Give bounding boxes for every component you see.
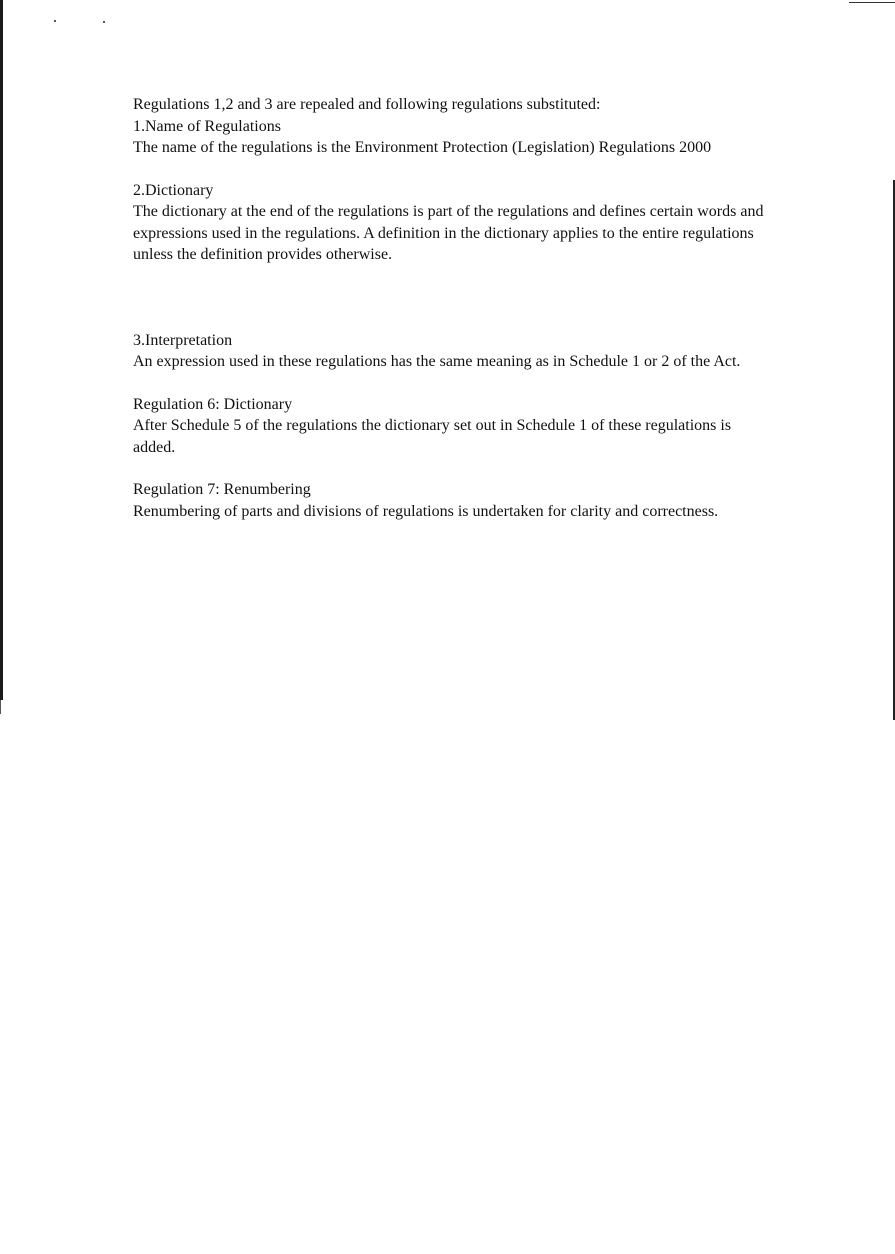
section-body: The name of the regulations is the Environment Protection (Legislation) Regulations 2000: [133, 139, 712, 156]
section-body: An expression used in these regulations has the same meaning as in Schedule 1 or 2 of the Act.: [133, 353, 741, 370]
section-title: 3.Interpretation: [133, 331, 233, 349]
scan-edge-left-stub: [0, 700, 1, 714]
section-interpretation: [133, 330, 773, 373]
section-body: Renumbering of parts and divisions of regulations is undertaken for clarity and correctness.: [133, 502, 719, 520]
scan-top-rule: [849, 2, 895, 3]
section-body: The dictionary at the end of the regulations is part of the regulations and defines certain words and expressions used in the regulations. A definition in the dictionary applies to the entire regulations unless the definition provides otherwise.: [133, 203, 764, 263]
section-title: 1.Name of Regulations: [133, 117, 281, 135]
section-title: Regulation 7: Renumbering: [133, 481, 311, 498]
section-regulation-7: [133, 479, 773, 522]
section-name-of-regulations: [133, 116, 773, 159]
document-body: [133, 94, 773, 543]
scan-speck: [103, 21, 105, 23]
section-dictionary: [133, 180, 773, 266]
section-body: After Schedule 5 of the regulations the dictionary set out in Schedule 1 of these regulations is added.: [133, 417, 732, 456]
section-regulation-6: [133, 394, 773, 459]
section-title: Regulation 6: Dictionary: [133, 395, 293, 413]
scan-speck: [54, 20, 56, 22]
section-title: 2.Dictionary: [133, 181, 214, 199]
intro-paragraph: Regulations 1,2 and 3 are repealed and following regulations substituted:: [133, 96, 601, 113]
scan-edge-left: [0, 0, 3, 700]
